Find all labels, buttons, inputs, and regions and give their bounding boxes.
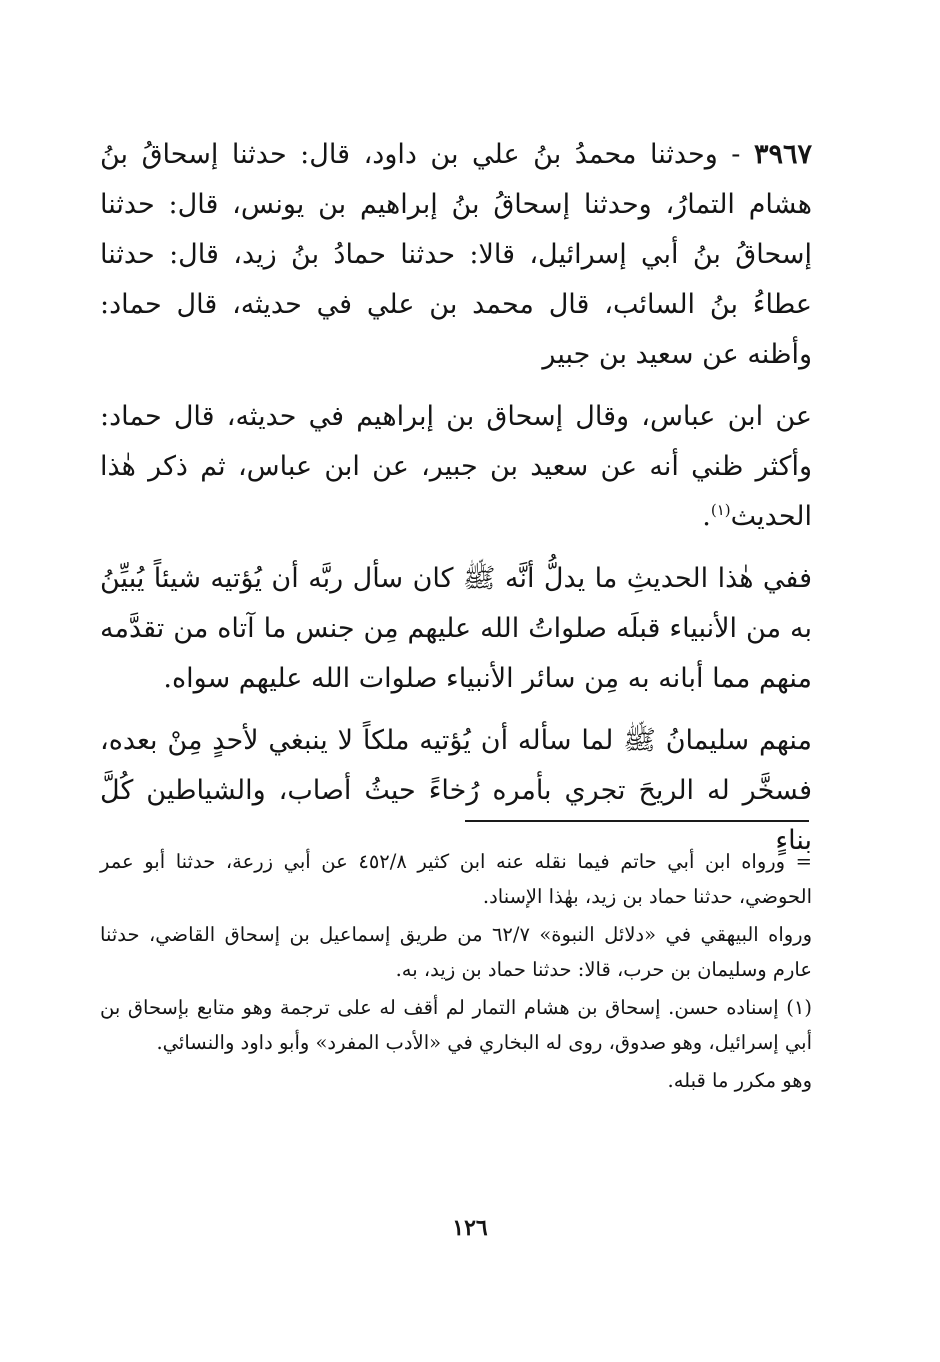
hadith-paragraph: [100, 130, 812, 380]
isnad-continuation-text: عن ابن عباس، وقال إسحاق بن إبراهيم في حديثه، قال حماد: وأكثر ظني أنه عن سعيد بن جبير، عن ابن عباس، ثم ذكر هٰذا الحديث: [100, 401, 812, 532]
commentary-paragraph: ففي هٰذا الحديثِ ما يدلُّ أنَّه ﷺ كان سأل ربَّه أن يُؤتيه شيئاً يُبيِّنُ به من الأنبياء قبلَه صلواتُ الله عليهم مِن جنس ما آتاه من تقدَّمه منهم مما أبانه به مِن سائر الأنبياء صلوات الله عليهم سواه.: [100, 563, 812, 694]
sulayman-paragraph: منهم سليمانُ ﷺ لما سأله أن يُؤتيه ملكاً لا ينبغي لأحدٍ مِنْ بعده، فسخَّر له الريحَ تجري بأمره رُخاءً حيثُ أصاب، والشياطين كُلَّ بناءٍ: [100, 725, 812, 856]
footnote-reference: (١): [710, 501, 731, 519]
page-number: ١٢٦: [452, 1215, 488, 1241]
isnad-continuation-paragraph: [100, 392, 812, 542]
hadith-isnad-text: - وحدثنا محمدُ بنُ علي بن داود، قال: حدثنا إسحاقُ بنُ هشام التمارُ، وحدثنا إسحاقُ بنُ إبراهيم بن يونس، قال: حدثنا إسحاقُ بنُ أبي إسرائيل، قالا: حدثنا حمادُ بنُ زيد، قال: حدثنا عطاءُ بنُ السائب، قال محمد بن علي في حديثه، قال حماد: وأظنه عن سعيد بن جبير: [100, 139, 812, 370]
footnote-1-repeat-note: وهو مكرر ما قبله.: [667, 1069, 812, 1092]
footnote-1: (١) إسناده حسن. إسحاق بن هشام التمار لم أقف له على ترجمة وهو متابع بإسحاق بن أبي إسرائيل، وهو صدوق، روى له البخاري في «الأدب المفرد» وأبو داود والنسائي.: [100, 996, 812, 1054]
hadith-number: ٣٩٦٧: [753, 139, 812, 170]
footnote-continuation-bayhaqi: ورواه البيهقي في «دلائل النبوة» ٦٢/٧ من طريق إسماعيل بن إسحاق القاضي، حدثنا عارم وسليمان بن حرب، قالا: حدثنا حماد بن زيد، به.: [100, 923, 812, 981]
footnote-continuation-ibn-kathir: = ورواه ابن أبي حاتم فيما نقله عنه ابن كثير ٤٥٢/٨ عن أبي زرعة، حدثنا أبو عمر الحوضي، حدثنا حماد بن زيد، بهٰذا الإسناد.: [100, 850, 812, 908]
footnotes-section: [100, 844, 812, 1098]
isnad-continuation-end: .: [702, 501, 711, 532]
main-text: [100, 130, 812, 866]
footnote-divider: [465, 820, 809, 822]
